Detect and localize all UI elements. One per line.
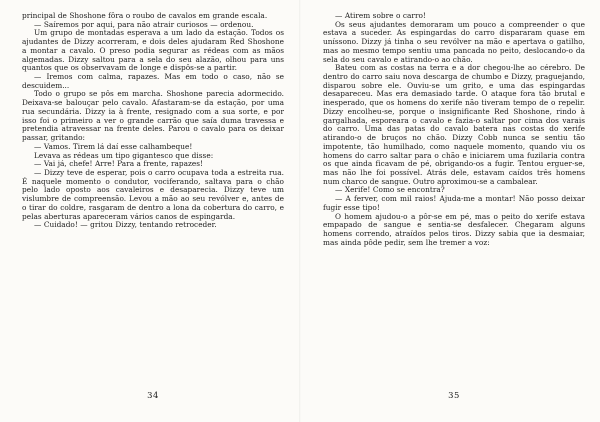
left-paragraph-7: Levava as rédeas um tipo gigantesco que disse: [34, 150, 214, 160]
left-paragraph-2: — Saíremos por aqui, para não atrair curiosos — ordenou. [34, 19, 254, 29]
page-number-35: 35 [448, 390, 460, 400]
left-page [22, 12, 284, 408]
left-paragraph-4: — Iremos com calma, rapazes. Mas em todo o caso, não se descuidem... [22, 72, 284, 90]
left-paragraph-9: — Dizzy teve de esperar, pois o carro ocupava toda a estreita rua. É naquele momento o condutor, vociferando, saltava para o chão pelo lado oposto aos cavaleiros e desaparecia. Dizzy teve um vislumbre de compreensão. Levou a mão ao seu revólver e, antes de o tirar do coldre, rasgaram de dentro a lona da cobertura do carro, e pelas aberturas apareceram vários canos de espingarda. [22, 167, 284, 221]
left-paragraph-10: — Cuidado! — gritou Dizzy, tentando retroceder. [34, 220, 217, 230]
page-number-34: 34 [147, 390, 159, 400]
right-paragraph-3: Bateu com as costas na terra e a dor chegou-lhe ao cérebro. De dentro do carro saiu nova descarga de chumbo e Dizzy, praguejando, disparou sobre ele. Ouviu-se um grito, e uma das espingardas desapareceu. Mas era demasiado tarde. O ataque fora tão brutal e inesperado, que os homens do xerife não tiveram tempo de o repelir. Dizzy encolheu-se, porque o insignificante Red Shoshone, rindo à gargalhada, esporeara o cavalo e fazia-o saltar por cima dos varais do carro. Uma das patas do cavalo batera nas costas do xerife atirando-o de bruços no chão. Dizzy Cobb nunca se sentiu tão impotente, tão humilhado, como naquele momento, quando viu os homens do carro saltar para o chão e iniciarem uma fuzilaria contra os que ainda ficavam de pé, obrigando-os a fugir. Tentou erguer-se, mas não lhe foi possível. Atrás dele, estavam caídos três homens num charco de sangue. Outro aproximou-se a cambalear. [323, 63, 585, 186]
right-paragraph-6: O homem ajudou-o a pôr-se em pé, mas o peito do xerife estava empapado de sangue e sentia-se desfalecer. Chegaram alguns homens correndo, atraídos pelos tiros. Dizzy sabia que ia desmaiar, mas ainda pôde pedir, sem lhe tremer a voz: [323, 211, 585, 247]
book-gutter [299, 0, 301, 422]
left-paragraph-1: principal de Shoshone fôra o roubo de cavalos em grande escala. [22, 12, 268, 20]
left-paragraph-5: Todo o grupo se pôs em marcha. Shoshone parecia adormecido. Deixava-se balouçar pelo cavalo. Afastaram-se da estação, por uma rua secundária. Dizzy ia à frente, resignado com a sua sorte, e por isso foi o primeiro a ver o grande carrão que saía duma travessa e pretendia atravessar na frente deles. Parou o cavalo para os deixar passar, gritando: [22, 89, 284, 143]
right-paragraph-2: Os seus ajudantes demoraram um pouco a compreender o que estava a suceder. As espingardas do carro dispararam quase em uníssono. Dizzy já tinha o seu revólver na mão e apertava o gatilho, mas ao mesmo tempo sentiu uma pancada no peito, deslocando-o da sela do seu cavalo e atirando-o ao chão. [323, 19, 585, 64]
left-paragraph-8: — Vai já, chefe! Arre! Para a frente, rapazes! [34, 159, 204, 169]
left-paragraph-3: Um grupo de montadas esperava a um lado da estação. Todos os ajudantes de Dizzy acorreram, e dois deles ajudaram Red Shoshone a montar a cavalo. O preso podia segurar as rédeas com as mãos algemadas. Dizzy saltou para a sela do seu alazão, olhou para uns quantos que os observavam de longe e dispôs-se a partir. [22, 28, 284, 73]
right-paragraph-4: — Xerife! Como se encontra? [335, 185, 445, 195]
right-paragraph-5: — A ferver, com mil raios! Ajuda-me a montar! Não posso deixar fugir esse tipo! [323, 194, 585, 212]
right-page [323, 12, 585, 408]
left-paragraph-6: — Vamos. Tirem lá daí esse calhambeque! [34, 141, 193, 151]
right-paragraph-1: — Atirem sobre o carro! [335, 12, 426, 20]
